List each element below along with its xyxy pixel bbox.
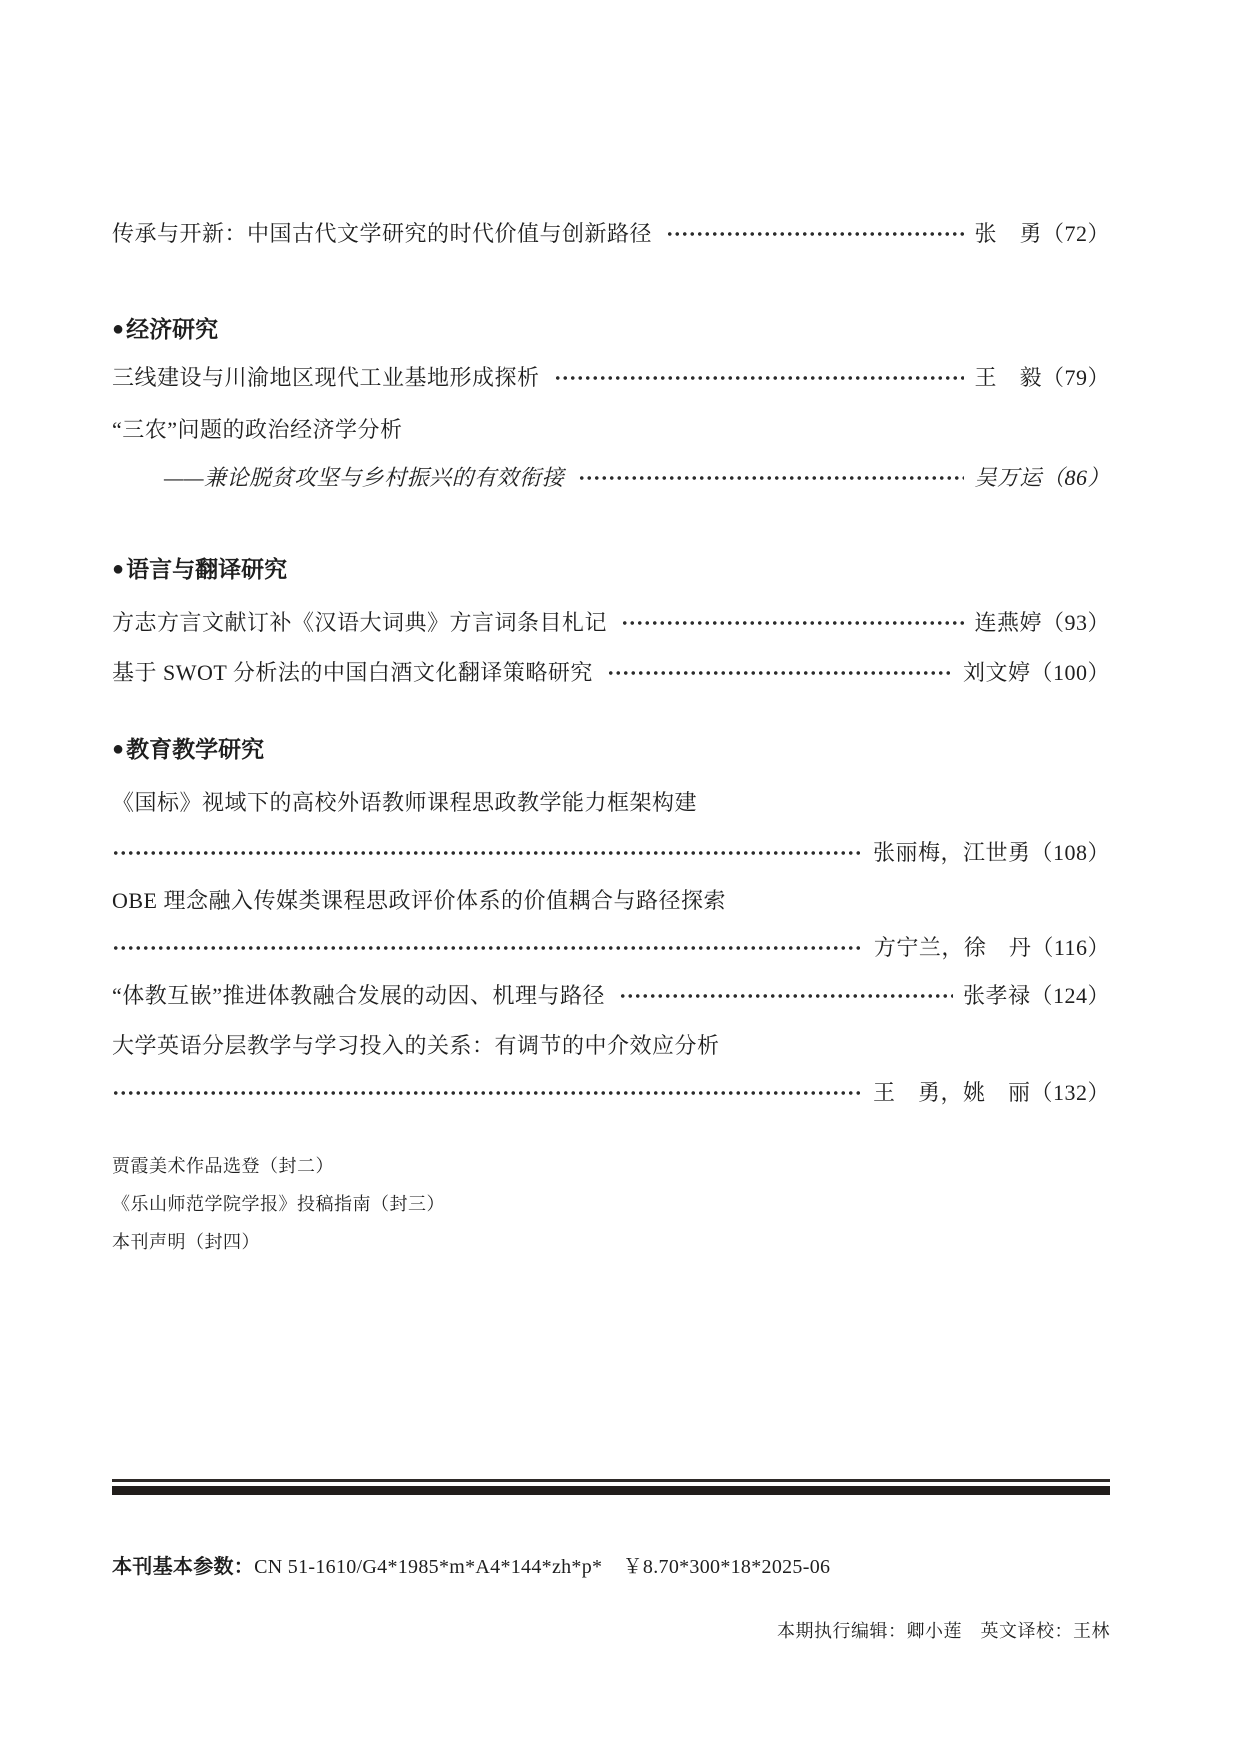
toc-entry-author-page: 连燕婷（93） bbox=[974, 610, 1110, 635]
toc-entry-title-line bbox=[112, 788, 1110, 818]
toc-entry-author-page: 王 毅（79） bbox=[974, 365, 1110, 390]
section-header-economics bbox=[112, 313, 1110, 345]
toc-entry-title-line bbox=[112, 1031, 1110, 1061]
journal-parameters-label: 本刊基本参数： bbox=[112, 1556, 255, 1578]
dot-leader bbox=[112, 838, 863, 868]
journal-parameters-line bbox=[112, 1553, 1110, 1581]
dot-leader bbox=[112, 1078, 863, 1108]
section-label: 教育教学研究 bbox=[126, 736, 265, 762]
toc-entry-continuation bbox=[112, 933, 1110, 963]
dot-leader bbox=[554, 363, 965, 393]
section-bullet-icon: ● bbox=[112, 738, 125, 760]
dot-leader bbox=[607, 658, 953, 688]
toc-entry-title: 传承与开新：中国古代文学研究的时代价值与创新路径 bbox=[112, 221, 653, 246]
dot-leader bbox=[619, 981, 953, 1011]
toc-entry-author-page: 张 勇（72） bbox=[974, 221, 1110, 246]
toc-entry-title: 《国标》视域下的高校外语教师课程思政教学能力框架构建 bbox=[112, 790, 698, 815]
issue-editors-line: 本期执行编辑：卿小莲 英文译校：王林 bbox=[777, 1621, 1110, 1641]
toc-entry-subtitle bbox=[112, 463, 1110, 493]
double-rule-divider bbox=[112, 1479, 1110, 1495]
toc-entry-author-page: 刘文婷（100） bbox=[962, 660, 1110, 685]
cover-note: 贾霞美术作品选登（封二） bbox=[112, 1156, 334, 1176]
dot-leader bbox=[621, 608, 964, 638]
dot-leader bbox=[112, 933, 864, 963]
toc-entry-title: 基于 SWOT 分析法的中国白酒文化翻译策略研究 bbox=[112, 660, 593, 685]
toc-entry bbox=[112, 219, 1110, 249]
cover-notes bbox=[112, 1153, 1110, 1255]
section-header-education-teaching bbox=[112, 733, 1110, 765]
toc-entry bbox=[112, 981, 1110, 1011]
toc-content bbox=[112, 0, 1110, 1644]
toc-entry-title: “三农”问题的政治经济学分析 bbox=[112, 417, 403, 442]
section-bullet-icon: ● bbox=[112, 318, 125, 340]
toc-entry-author-page: 方宁兰，徐 丹（116） bbox=[873, 935, 1110, 960]
toc-entry-continuation bbox=[112, 838, 1110, 868]
toc-entry-continuation bbox=[112, 1078, 1110, 1108]
toc-entry-title-line bbox=[112, 886, 1110, 916]
toc-entry-author-page: 张孝禄（124） bbox=[962, 983, 1110, 1008]
toc-entry-author-page: 张丽梅，江世勇（108） bbox=[872, 840, 1110, 865]
toc-entry-subtitle-text: ——兼论脱贫攻坚与乡村振兴的有效衔接 bbox=[164, 465, 565, 490]
section-label: 经济研究 bbox=[126, 316, 219, 342]
toc-entry-title-line bbox=[112, 415, 1110, 445]
cover-note: 《乐山师范学院学报》投稿指南（封三） bbox=[112, 1194, 445, 1214]
toc-entry bbox=[112, 658, 1110, 688]
toc-entry bbox=[112, 363, 1110, 393]
toc-entry-title: 大学英语分层教学与学习投入的关系：有调节的中介效应分析 bbox=[112, 1033, 720, 1058]
toc-entry bbox=[112, 608, 1110, 638]
toc-entry-title: “体教互嵌”推进体教融合发展的动因、机理与路径 bbox=[112, 983, 606, 1008]
section-label: 语言与翻译研究 bbox=[126, 556, 288, 582]
dot-leader bbox=[666, 219, 964, 249]
section-header-language-translation bbox=[112, 553, 1110, 585]
toc-entry-title: 方志方言文献订补《汉语大词典》方言词条目札记 bbox=[112, 610, 608, 635]
toc-entry-title: 三线建设与川渝地区现代工业基地形成探析 bbox=[112, 365, 540, 390]
rule-thick-line bbox=[112, 1486, 1110, 1495]
journal-parameters-value: CN 51-1610/G4*1985*m*A4*144*zh*p* ￥8.70*300*18*2025-06 bbox=[254, 1556, 831, 1578]
toc-entry-author-page: 王 勇，姚 丽（132） bbox=[872, 1080, 1110, 1105]
toc-entry-author-page: 吴万运（86） bbox=[974, 465, 1110, 490]
cover-note: 本刊声明（封四） bbox=[112, 1232, 260, 1252]
toc-entry-title: OBE 理念融入传媒类课程思政评价体系的价值耦合与路径探索 bbox=[112, 888, 727, 913]
section-bullet-icon: ● bbox=[112, 558, 125, 580]
dot-leader bbox=[578, 463, 964, 493]
